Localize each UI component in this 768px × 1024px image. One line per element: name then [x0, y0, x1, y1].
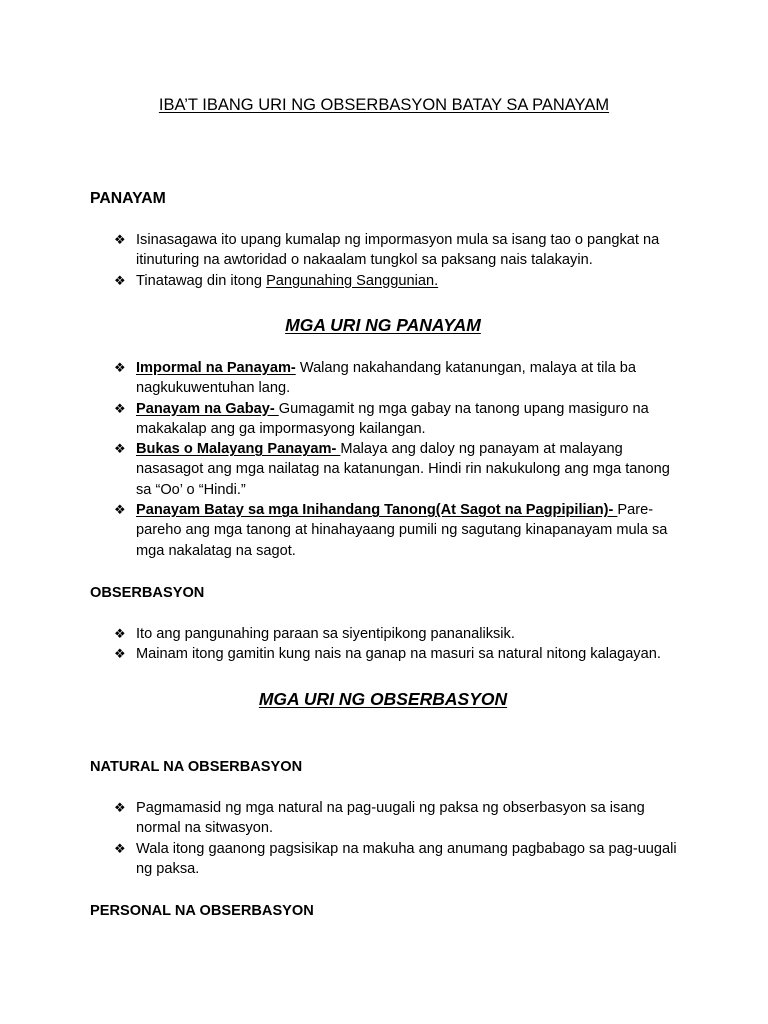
section-heading-panayam: PANAYAM: [90, 190, 166, 207]
uri-panayam-list: [114, 358, 686, 561]
obserbasyon-list: [114, 624, 686, 665]
subtitle-mga-uri-ng-obserbasyon: MGA URI NG OBSERBASYON: [258, 689, 508, 709]
list-item-text: Isinasagawa ito upang kumalap ng impormasyon mula sa isang tao o pangkat na itinuturing na awtoridad o nakaalam tungkol sa paksang nais talakayin.: [136, 232, 660, 269]
section-heading-obserbasyon: OBSERBASYON: [90, 585, 205, 601]
list-item: [114, 644, 686, 664]
list-item: [114, 839, 686, 880]
list-item-text: Pagmamasid ng mga natural na pag-uugali ng paksa ng obserbasyon sa isang normal na sitwasyon.: [136, 800, 645, 837]
term-definition: Pare-pareho ang mga tanong at hinahayaang pumili ng sagutang kinapanayam mula sa mga nakalatag na sagot.: [136, 502, 668, 559]
list-item: [114, 798, 686, 839]
list-item: [114, 230, 686, 271]
term-definition: Malaya ang daloy ng panayam at malayang nasasagot ang mga nailatag na katanungan. Hindi rin nakukulong ang mga tanong sa “Oo’ o “Hindi.”: [136, 441, 670, 498]
term-definition: Walang nakahandang katanungan, malaya at tila ba nagkukuwentuhan lang.: [136, 360, 637, 397]
diamond-bullet-icon: ❖: [114, 272, 126, 288]
term-label: Panayam Batay sa mga Inihandang Tanong(At Sagot na Pagpipilian)-: [136, 502, 618, 519]
diamond-bullet-icon: ❖: [114, 360, 126, 375]
term-label: Panayam na Gabay-: [136, 400, 279, 417]
list-item-text: Wala itong gaanong pagsisikap na makuha ang anumang pagbabago sa pag-uugali ng paksa.: [136, 840, 677, 877]
section-heading-personal: PERSONAL NA OBSERBASYON: [90, 903, 314, 919]
panayam-list: [114, 230, 686, 291]
list-item-text: Tinatawag din itong: [136, 272, 267, 289]
diamond-bullet-icon: ❖: [114, 840, 126, 856]
list-item: [114, 500, 686, 561]
list-item: [114, 271, 686, 291]
section-heading-natural: NATURAL NA OBSERBASYON: [90, 759, 303, 775]
document-title: IBA’T IBANG URI NG OBSERBASYON BATAY SA PANAYAM: [158, 96, 610, 114]
subtitle-mga-uri-ng-panayam: MGA URI NG PANAYAM: [285, 315, 481, 335]
list-item-text: Ito ang pangunahing paraan sa siyentipikong pananaliksik.: [136, 626, 515, 642]
pangunahing-sanggunian-link: Pangunahing Sanggunian.: [266, 272, 439, 289]
term-definition: Gumagamit ng mga gabay na tanong upang masiguro na makakalap ang ga impormasyong kailangan.: [136, 400, 649, 437]
term-label: Impormal na Panayam-: [136, 360, 296, 376]
diamond-bullet-icon: ❖: [114, 646, 126, 662]
list-item: [114, 399, 686, 440]
diamond-bullet-icon: ❖: [114, 441, 126, 457]
diamond-bullet-icon: ❖: [114, 400, 126, 416]
list-item: [114, 624, 686, 644]
list-item: [114, 358, 686, 399]
diamond-bullet-icon: ❖: [114, 232, 126, 247]
list-item: [114, 439, 686, 500]
term-label: Bukas o Malayang Panayam-: [136, 441, 341, 458]
natural-list: [114, 798, 686, 879]
diamond-bullet-icon: ❖: [114, 502, 126, 518]
diamond-bullet-icon: ❖: [114, 626, 126, 641]
list-item-text: Mainam itong gamitin kung nais na ganap na masuri sa natural nitong kalagayan.: [136, 646, 661, 663]
diamond-bullet-icon: ❖: [114, 800, 126, 815]
